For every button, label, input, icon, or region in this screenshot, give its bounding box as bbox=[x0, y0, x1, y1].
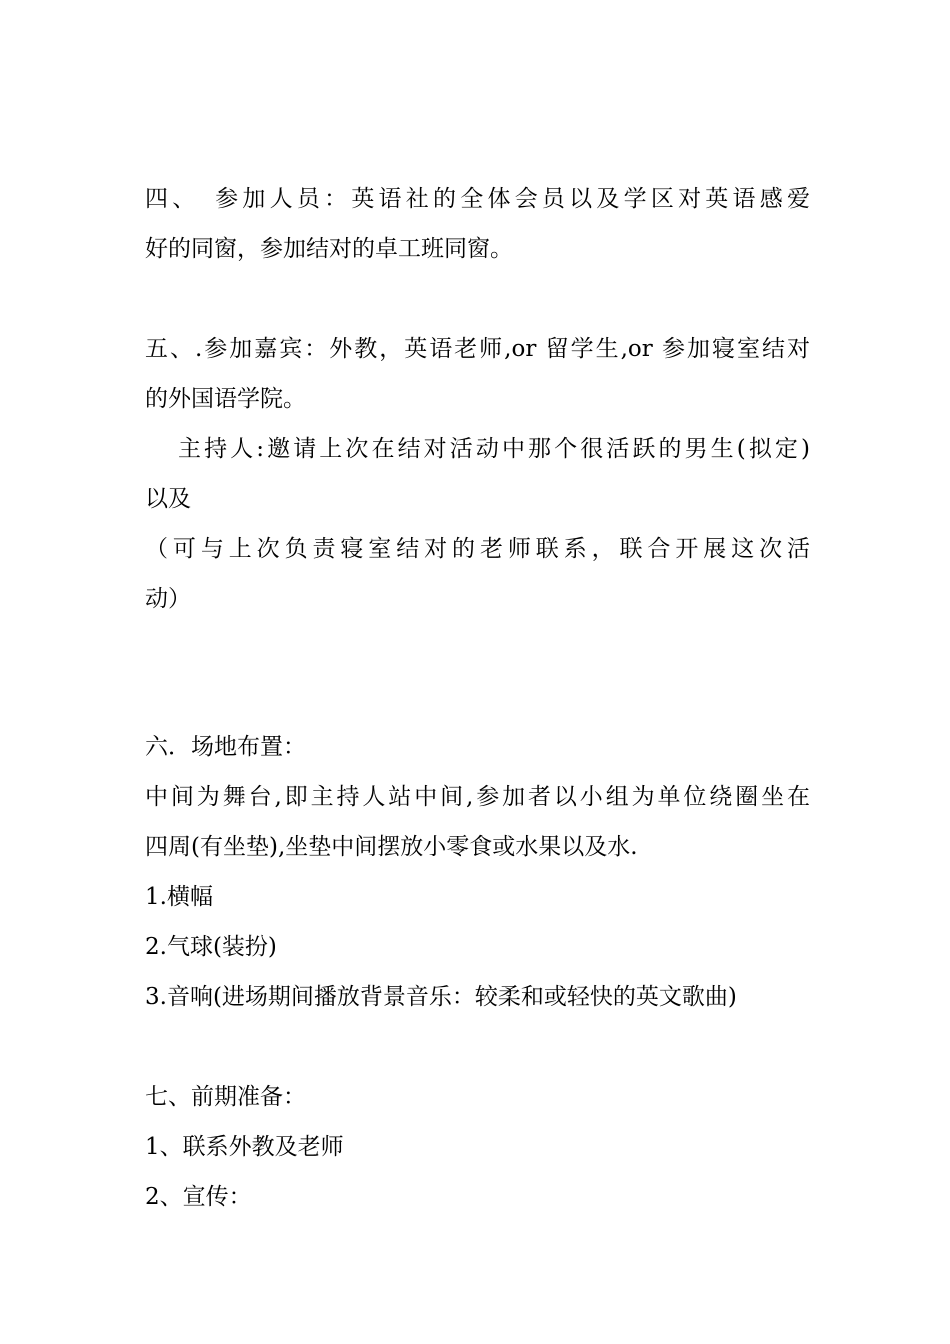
host-line-1: 主持人:邀请上次在结对活动中那个很活跃的男生(拟定) bbox=[178, 436, 810, 462]
note-line-2: 动） bbox=[145, 586, 191, 612]
section-6-heading: 六．场地布置： bbox=[145, 734, 306, 760]
section-6-desc-line-1: 中间为舞台,即主持人站中间,参加者以小组为单位绕圈坐在 bbox=[145, 784, 810, 810]
note-line-1: （可与上次负责寝室结对的老师联系，联合开展这次活 bbox=[145, 536, 810, 562]
section-4-line-2: 好的同窗，参加结对的卓工班同窗。 bbox=[145, 236, 513, 262]
section-6-item-2: 2.气球(装扮) bbox=[145, 934, 277, 960]
section-4-line-1: 四、 参加人员：英语社的全体会员以及学区对英语感爱 bbox=[145, 186, 810, 212]
host-line-2: 以及 bbox=[145, 486, 191, 512]
section-6-item-3: 3.音响(进场期间播放背景音乐：较柔和或轻快的英文歌曲) bbox=[145, 984, 737, 1010]
section-7-item-2: 2、宣传： bbox=[145, 1184, 252, 1210]
section-7-item-1: 1、联系外教及老师 bbox=[145, 1134, 344, 1160]
section-7-heading: 七、前期准备： bbox=[145, 1084, 306, 1110]
section-6-desc-line-2: 四周(有坐垫),坐垫中间摆放小零食或水果以及水. bbox=[145, 834, 638, 860]
section-5-line-1: 五、.参加嘉宾：外教，英语老师,or 留学生,or 参加寝室结对 bbox=[145, 336, 810, 362]
section-6-item-1: 1.横幅 bbox=[145, 884, 213, 910]
section-5-line-2: 的外国语学院。 bbox=[145, 386, 306, 412]
